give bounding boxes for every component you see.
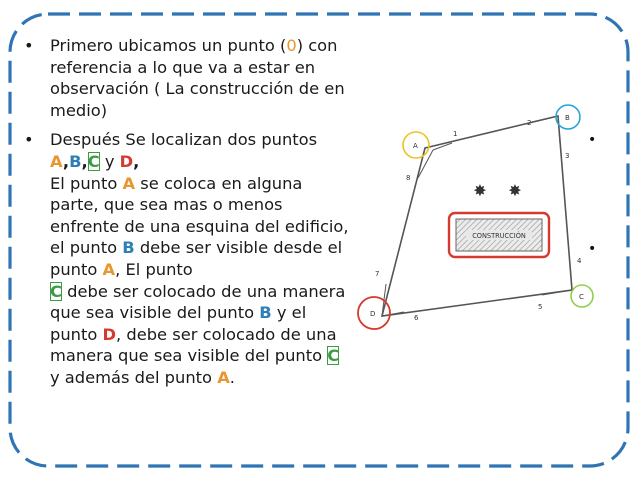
point-a: A bbox=[122, 173, 136, 193]
text-p4: , El punto bbox=[115, 259, 193, 279]
label-5: 5 bbox=[538, 303, 543, 311]
point-b: B bbox=[69, 151, 82, 171]
point-a: A bbox=[217, 367, 230, 387]
b2-pre: Después Se localizan dos puntos bbox=[50, 130, 318, 150]
label-8: 8 bbox=[406, 174, 411, 182]
point-c: C bbox=[87, 151, 100, 171]
point-a: A bbox=[50, 151, 63, 171]
corner-line bbox=[532, 116, 558, 122]
text-p6: y el punto bbox=[50, 303, 307, 344]
point-d-label: D bbox=[370, 310, 376, 318]
point-c-label: C bbox=[579, 293, 584, 301]
point-d: D bbox=[102, 324, 117, 344]
star-icon: ✸ bbox=[473, 181, 487, 200]
point-b: B bbox=[122, 238, 135, 258]
text-p7: , debe ser colocado de una manera que sea visible del punto bbox=[50, 324, 337, 366]
point-zero: 0 bbox=[286, 36, 297, 55]
point-d: D bbox=[119, 151, 134, 171]
bullet-dot: • bbox=[24, 36, 34, 55]
label-3: 3 bbox=[565, 152, 570, 160]
label-6: 6 bbox=[414, 314, 419, 322]
label-4: 4 bbox=[577, 257, 582, 265]
point-c: C bbox=[50, 281, 62, 301]
comma: , bbox=[62, 151, 70, 171]
text-p3: debe ser visible desde el punto bbox=[50, 238, 343, 279]
text-p5: debe ser colocado de una manera que sea visible del punto bbox=[50, 281, 346, 323]
b1-post: ) con referencia a lo que va a estar en observación ( La construcción de en medio) bbox=[50, 36, 345, 120]
star-icon: ✸ bbox=[508, 181, 522, 200]
comma: , bbox=[133, 151, 140, 171]
and-word: y bbox=[99, 151, 120, 171]
bullet-dot: • bbox=[24, 130, 34, 150]
point-a-label: A bbox=[413, 142, 418, 150]
building-label: CONSTRUCCIÓN bbox=[472, 232, 526, 240]
corner-line bbox=[542, 290, 572, 295]
text-p9: . bbox=[229, 367, 235, 387]
label-7: 7 bbox=[375, 270, 380, 278]
text-p8: y además del punto bbox=[50, 367, 218, 387]
comma: , bbox=[81, 151, 88, 171]
right-bullet: • bbox=[588, 241, 597, 257]
right-bullet: • bbox=[588, 132, 597, 148]
polygon-outline bbox=[382, 116, 572, 316]
point-b: B bbox=[259, 303, 272, 323]
point-c: C bbox=[327, 346, 340, 366]
label-2: 2 bbox=[527, 119, 532, 127]
b1-pre: Primero ubicamos un punto ( bbox=[50, 36, 287, 55]
point-b-label: B bbox=[565, 114, 570, 122]
point-a: A bbox=[102, 259, 116, 279]
text-p2: se coloca en alguna parte, que sea mas o menos enfrente de una esquina del edificio, el punto bbox=[50, 173, 349, 258]
text-p1: El punto bbox=[50, 173, 123, 193]
label-1: 1 bbox=[453, 130, 458, 138]
